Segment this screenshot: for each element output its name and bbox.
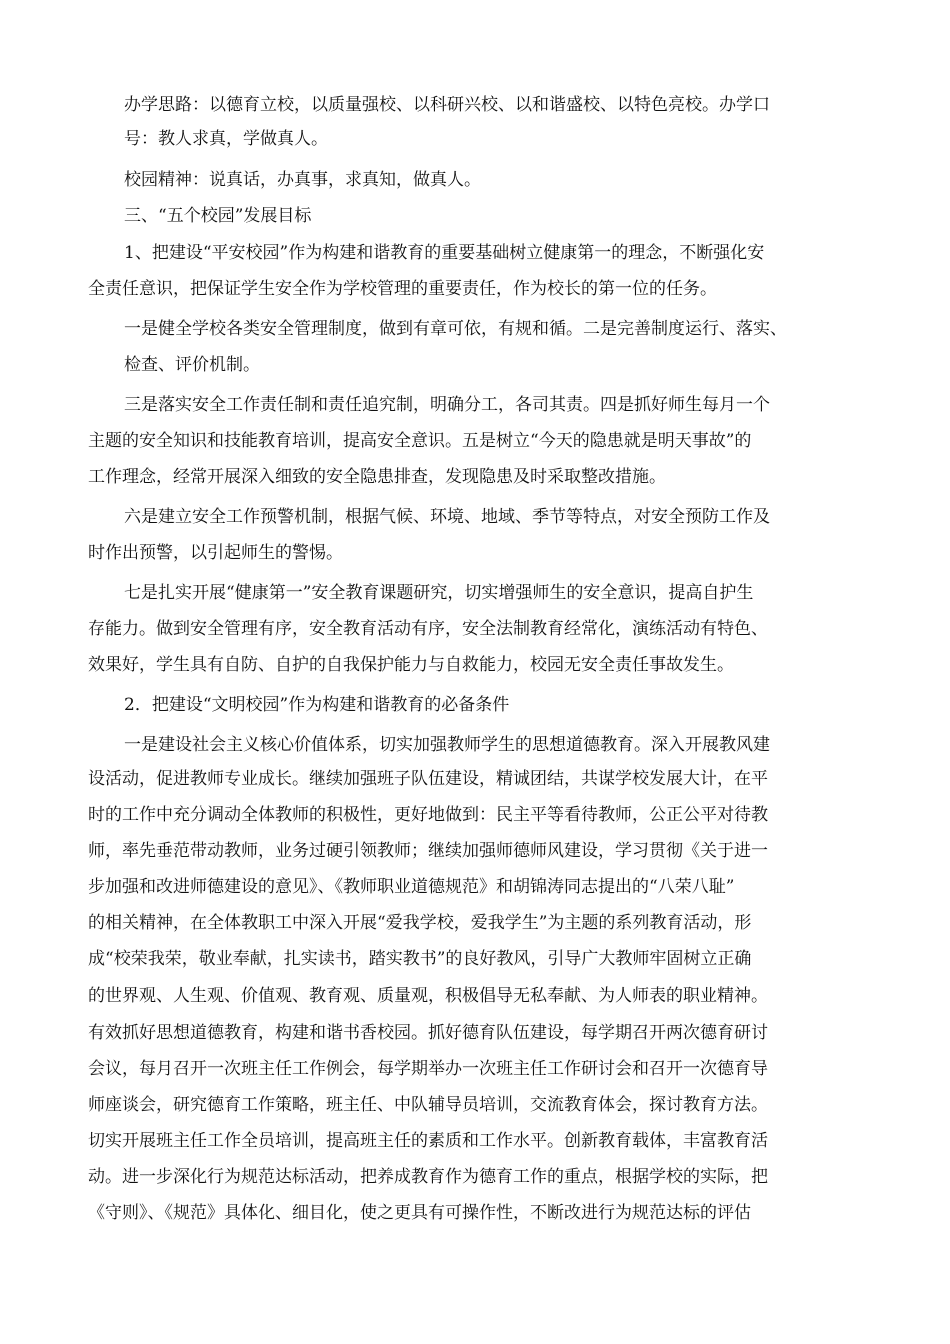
text-line: 会议，每月召开一次班主任工作例会，每学期举办一次班主任工作研讨会和召开一次德育导 [88,1059,768,1079]
text-line: 有效抓好思想道德教育，构建和谐书香校园。抓好德育队伍建设，每学期召开两次德育研讨 [88,1023,768,1043]
text-line: 的世界观、人生观、价值观、教育观、质量观，积极倡导无私奉献、为人师表的职业精神。 [88,986,768,1006]
text-line: 效果好，学生具有自防、自护的自我保护能力与自救能力，校园无安全责任事故发生。 [88,655,734,675]
section-heading: 2．把建设“文明校园”作为构建和谐教育的必备条件 [124,695,510,715]
text-line: 的相关精神，在全体教职工中深入开展“爱我学校，爱我学生”为主题的系列教育活动，形 [88,913,752,933]
text-line: 师，率先垂范带动教师，业务过硬引领教师；继续加强师德师风建设，学习贯彻《关于进一 [88,841,768,861]
text-line: 存能力。做到安全管理有序，安全教育活动有序，安全法制教育经常化，演练活动有特色、 [88,619,768,639]
text-line: 主题的安全知识和技能教育培训，提高安全意识。五是树立“今天的隐患就是明天事故”的 [88,431,752,451]
text-line: 动。进一步深化行为规范达标活动，把养成教育作为德育工作的重点，根据学校的实际，把 [88,1167,768,1187]
text-line: 《守则》、《规范》具体化、细目化，使之更具有可操作性，不断改进行为规范达标的评估 [88,1203,751,1223]
text-line: 校园精神：说真话，办真事，求真知，做真人。 [124,170,481,190]
text-line: 师座谈会，研究德育工作策略，班主任、中队辅导员培训，交流教育体会，探讨教育方法。 [88,1095,768,1115]
text-line: 工作理念，经常开展深入细致的安全隐患排查，发现隐患及时采取整改措施。 [88,467,666,487]
text-line: 设活动，促进教师专业成长。继续加强班子队伍建设，精诚团结，共谋学校发展大计，在平 [88,769,768,789]
text-line: 号：教人求真，学做真人。 [124,129,328,149]
text-line: 切实开展班主任工作全员培训，提高班主任的素质和工作水平。创新教育载体，丰富教育活 [88,1131,768,1151]
text-line: 办学思路：以德育立校，以质量强校、以科研兴校、以和谐盛校、以特色亮校。办学口 [124,95,770,115]
text-line: 一是健全学校各类安全管理制度，做到有章可依，有规和循。二是完善制度运行、落实、 [124,319,787,339]
text-line: 六是建立安全工作预警机制，根据气候、环境、地域、季节等特点，对安全预防工作及 [124,507,770,527]
text-line: 三是落实安全工作责任制和责任追究制，明确分工，各司其责。四是抓好师生每月一个 [124,395,770,415]
text-line: 成“校荣我荣，敬业奉献，扎实读书，踏实教书”的良好教风，引导广大教师牢固树立正确 [88,949,752,969]
text-line: 时的工作中充分调动全体教师的积极性，更好地做到：民主平等看待教师，公正公平对待教 [88,805,768,825]
text-line: 时作出预警，以引起师生的警惕。 [88,543,343,563]
text-line: 七是扎实开展“健康第一”安全教育课题研究，切实增强师生的安全意识，提高自护生 [124,583,754,603]
text-line: 检查、评价机制。 [124,355,260,375]
text-line: 一是建设社会主义核心价值体系，切实加强教师学生的思想道德教育。深入开展教风建 [124,735,770,755]
text-line: 1、把建设“平安校园”作为构建和谐教育的重要基础树立健康第一的理念，不断强化安 [124,243,765,263]
text-line: 步加强和改进师德建设的意见》、《教师职业道德规范》和胡锦涛同志提出的“八荣八耻” [88,877,735,897]
section-heading: 三、“五个校园”发展目标 [124,206,312,226]
text-line: 全责任意识，把保证学生安全作为学校管理的重要责任，作为校长的第一位的任务。 [88,279,717,299]
